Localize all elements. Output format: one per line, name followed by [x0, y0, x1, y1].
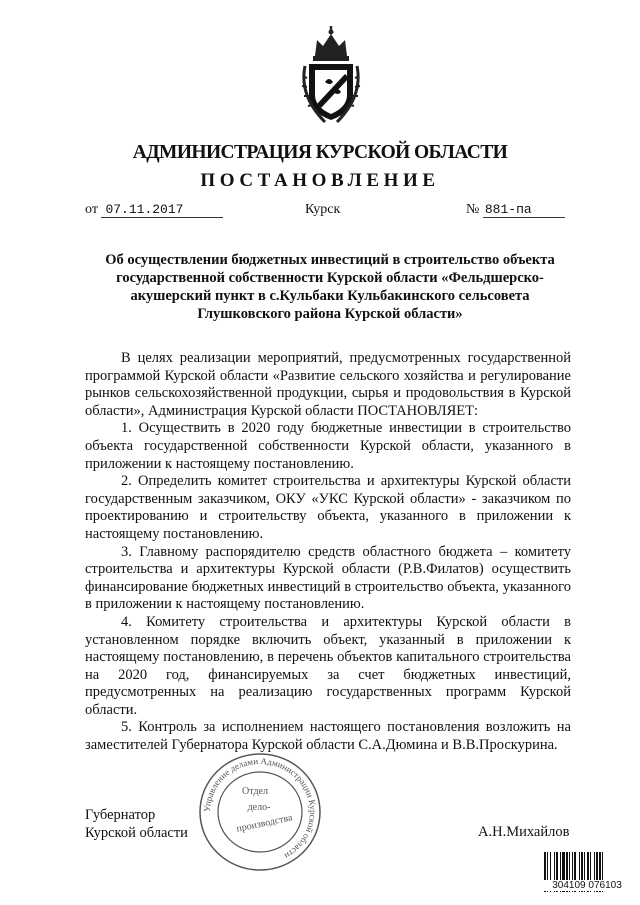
position-line-2: Курской области: [85, 825, 188, 841]
stamp-line-2: дело-: [247, 802, 271, 813]
clause-2: 2. Определить комитет строительства и архитектуры Курской области государственным заказчиком, ОКУ «УКС Курской области» - заказчиком по проектированию и строительству объекта, указанного в приложении к настоящему постановлению.: [85, 473, 571, 542]
stamp-line-1: Отдел: [242, 786, 268, 797]
document-body: [85, 350, 571, 755]
coat-of-arms-icon: [295, 26, 367, 126]
clause-1: 1. Осуществить в 2020 году бюджетные инвестиции в строительство объекта государственной собственности Курской области, указанного в приложении к настоящему постановлению.: [85, 420, 571, 472]
clause-4: 4. Комитету строительства и архитектуры Курской области в установленном порядке включить объект, указанный в приложении к настоящему постановлению, в перечень объектов капитального строительства на 2020 год, финансируемых за счет бюджетных инвестиций, предусмотренных на реализацию государственных программ Курской области.: [85, 613, 571, 718]
stamp-ring-text: Управление делами Администрации Курской области: [201, 755, 319, 862]
clause-5: 5. Контроль за исполнением настоящего постановления возложить на заместителей Губернатора Курской области С.А.Дюмина и В.В.Проскурина.: [85, 719, 571, 754]
date-line: [85, 202, 223, 218]
official-stamp: [195, 750, 325, 875]
document-date: 07.11.2017: [101, 203, 223, 218]
number-line: [466, 202, 565, 218]
stamp-line-3: производства: [235, 812, 294, 835]
organization-title: АДМИНИСТРАЦИЯ КУРСКОЙ ОБЛАСТИ: [132, 142, 508, 163]
document-number: 881-па: [483, 203, 565, 218]
date-prefix: от: [85, 202, 98, 217]
document-type-title: ПОСТАНОВЛЕНИЕ: [200, 170, 440, 191]
position-line-1: Губернатор: [85, 807, 156, 823]
preamble-paragraph: В целях реализации мероприятий, предусмотренных государственной программой Курской области «Развитие сельского хозяйства и регулирование рынков сельскохозяйственной продукции, сырья и продовольствия в Курской области», Администрация Курской области ПОСТАНОВЛЯЕТ:: [85, 350, 571, 419]
signatory-position: [85, 806, 188, 842]
signatory-name: А.Н.Михайлов: [478, 824, 570, 840]
clause-3: 3. Главному распорядителю средств областного бюджета – комитету строительства и архитектуры Курской области (Р.В.Филатов) осуществить финансирование бюджетных инвестиций в строительство объекта, указанного в приложении к настоящему постановлению.: [85, 543, 571, 613]
barcode-number: 304109 076103: [544, 880, 630, 891]
city-label: Курск: [305, 202, 341, 217]
number-prefix: №: [466, 202, 480, 217]
document-subject: Об осуществлении бюджетных инвестиций в строительство объекта государственной собственности Курской области «Фельдшерско-акушерский пункт в с.Кульбаки Кульбакинского сельсовета Глушковского района Курской области»: [105, 252, 555, 322]
